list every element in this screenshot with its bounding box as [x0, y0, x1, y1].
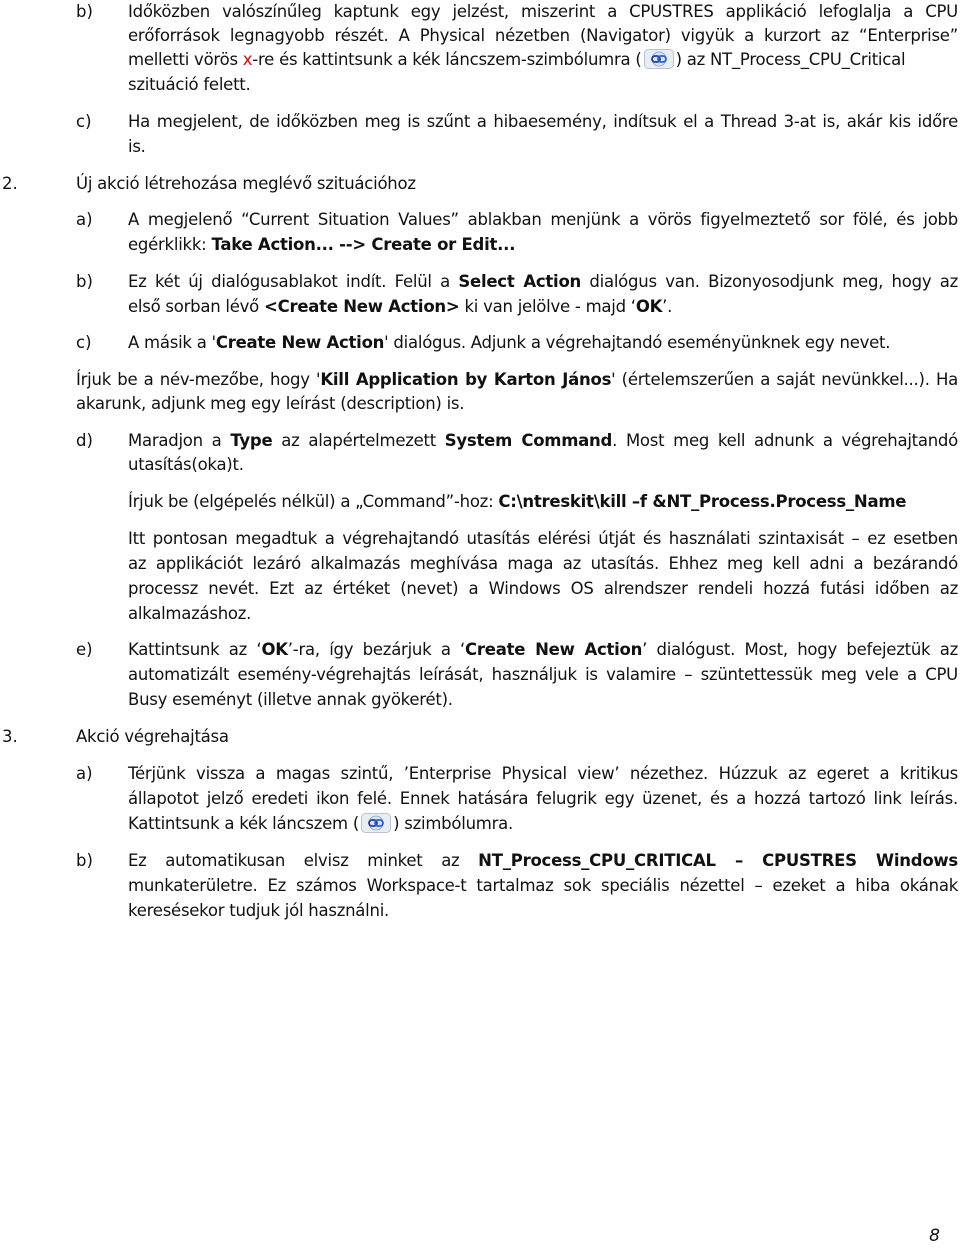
s2d-line-1-c: az alapértelmezett — [272, 431, 445, 450]
create-new-action-text-2: Create New Action — [465, 640, 643, 659]
s3b-line-1 — [128, 849, 958, 873]
b-line-3-c: ) az NT_Process_CPU_Critical — [675, 50, 906, 69]
s2d-para-3: processz nevét. Ezt az értéket (nevet) a Windows OS alrendszer rendeli hozzá futási időben az — [128, 579, 958, 598]
s2d-line-1-a: Maradjon a — [128, 431, 231, 450]
s2e-line-3: Busy eseményt (illetve annak gyökerét). — [128, 690, 453, 709]
b-line-2: erőforrások legnagyobb részét. A Physical nézetben (Navigator) vigyük a kurzort az “Enterprise” — [128, 26, 958, 45]
s2b-line-2-a: első sorban lévő — [128, 297, 265, 316]
create-new-action-text: <Create New Action> — [264, 297, 460, 316]
s2e-line-1-c: ’-ra, így bezárjuk a ‘ — [287, 640, 466, 659]
b-line-4: szituáció felett. — [128, 75, 251, 94]
s2d-para-2: az applikációt lezáró alkalmazás meghívása maga az utasítás. Ehhez meg kell adni a bezárandó — [128, 554, 958, 573]
s3a-line-1: Térjünk vissza a magas szintű, ’Enterprise Physical view’ nézethez. Húzzuk az egeret a kritikus — [128, 764, 958, 783]
s2c-para-line-1 — [76, 368, 958, 392]
s2e-line-1-a: Kattintsunk az ‘ — [128, 640, 262, 659]
s2d-para-4: alkalmazáshoz. — [128, 604, 252, 623]
s2a-line-2-a: egérklikk: — [128, 235, 212, 254]
s2e-line-1 — [128, 638, 958, 662]
s2d-line-2: utasítás(oka)t. — [128, 455, 244, 474]
item-label-2c: c) — [76, 333, 92, 352]
section-2-number: 2. — [2, 174, 18, 193]
s3a-line-3-a: Kattintsunk a kék láncszem ( — [128, 814, 360, 833]
system-command-text: System Command — [444, 431, 613, 450]
s2c-line-1-c: ' dialógus. Adjunk a végrehajtandó eseményünknek egy nevet. — [384, 333, 891, 352]
s2c-para-a: Írjuk be a név-mezőbe, hogy ' — [76, 370, 321, 389]
s3b-line-1-a: Ez automatikusan elvisz minket az — [128, 851, 479, 870]
workspace-name-text: NT_Process_CPU_CRITICAL – CPUSTRES Windows — [478, 851, 958, 870]
c-line-1: Ha megjelent, de időközben meg is szűnt a hibaesemény, indítsuk el a Thread 3-at is, akár kis időre — [128, 112, 958, 131]
ok-text: OK — [635, 297, 663, 316]
b-line-1: Időközben valószínűleg kaptunk egy jelzést, miszerint a CPUSTRES applikáció lefoglalja a CPU — [128, 2, 958, 21]
chain-link-icon[interactable] — [644, 49, 674, 69]
s2b-line-1-c: dialógus van. Bizonyosodjunk meg, hogy az — [581, 272, 959, 291]
item-label-2e: e) — [76, 640, 93, 659]
s2b-line-2-e: ’. — [662, 297, 673, 316]
red-x-marker: x — [242, 50, 253, 69]
b-line-3 — [128, 48, 958, 72]
s2b-line-2 — [128, 295, 672, 319]
action-name-text: Kill Application by Karton János — [320, 370, 612, 389]
s3a-line-3 — [128, 812, 513, 836]
b-line-3-a: melletti vörös — [128, 50, 243, 69]
s2c-para-c: ' (értelemszerűen a saját nevünkkel...). Ha — [611, 370, 958, 389]
page-number: 8 — [929, 1226, 940, 1246]
section-2-title: Új akció létrehozása meglévő szituációhoz — [76, 174, 416, 193]
item-label-3b: b) — [76, 851, 93, 870]
s2d-command-a: Írjuk be (elgépelés nélkül) a „Command”-hoz: — [128, 492, 499, 511]
c-line-2: is. — [128, 137, 146, 156]
item-label-2d: d) — [76, 431, 93, 450]
section-3-title: Akció végrehajtása — [76, 727, 229, 746]
s2d-command-line — [128, 490, 906, 514]
s2e-line-1-e: ’ dialógust. Most, hogy befejeztük az — [642, 640, 959, 659]
s2c-para-line-2: akarunk, adjunk meg egy leírást (description) is. — [76, 394, 465, 413]
section-3-number: 3. — [2, 727, 18, 746]
b-line-3-b: -re és kattintsunk a kék láncszem-szimbólumra ( — [252, 50, 642, 69]
s3a-line-3-b: ) szimbólumra. — [393, 814, 513, 833]
type-text: Type — [230, 431, 273, 450]
s2d-line-1-e: . Most meg kell adnunk a végrehajtandó — [612, 431, 959, 450]
s2d-para-1: Itt pontosan megadtuk a végrehajtandó utasítás elérési útját és használati szintaxisát – ez esetben — [128, 529, 958, 548]
s2d-line-1 — [128, 429, 958, 453]
s2b-line-1-a: Ez két új dialógusablakot indít. Felül a — [128, 272, 459, 291]
s2b-line-1 — [128, 270, 958, 294]
s2c-line-1-a: A másik a ' — [128, 333, 216, 352]
s3a-line-2: állapotot jelző eredeti ikon felé. Ennek hatására felugrik egy üzenet, és a hozzá tartozó link leírás. — [128, 789, 958, 808]
item-label-3a: a) — [76, 764, 93, 783]
s2b-line-2-c: ki van jelölve - majd ‘ — [459, 297, 636, 316]
select-action-text: Select Action — [458, 272, 582, 291]
chain-link-icon-2[interactable] — [361, 813, 391, 833]
command-text: C:\ntreskit\kill –f &NT_Process.Process_Name — [498, 492, 907, 511]
item-label-b: b) — [76, 2, 93, 21]
s2c-line-1 — [128, 331, 890, 355]
s3b-line-3: keresésekor tudjuk jól használni. — [128, 901, 390, 920]
item-label-2a: a) — [76, 210, 93, 229]
s3b-line-2: munkaterületre. Ez számos Workspace-t tartalmaz sok speciális nézettel – ezeket a hiba okának — [128, 876, 958, 895]
take-action-path: Take Action... --> Create or Edit... — [211, 235, 516, 254]
s2a-line-2 — [128, 233, 515, 257]
item-label-c: c) — [76, 112, 92, 131]
s2a-line-1: A megjelenő “Current Situation Values” ablakban menjünk a vörös figyelmeztető sor fölé, és jobb — [128, 210, 958, 229]
ok-text-2: OK — [261, 640, 288, 659]
s2e-line-2: automatizált esemény-végrehajtás leírását, használjuk is valamire – szüntettessük meg vele a CPU — [128, 665, 958, 684]
item-label-2b: b) — [76, 272, 93, 291]
create-new-action-dialog-text: Create New Action — [215, 333, 385, 352]
